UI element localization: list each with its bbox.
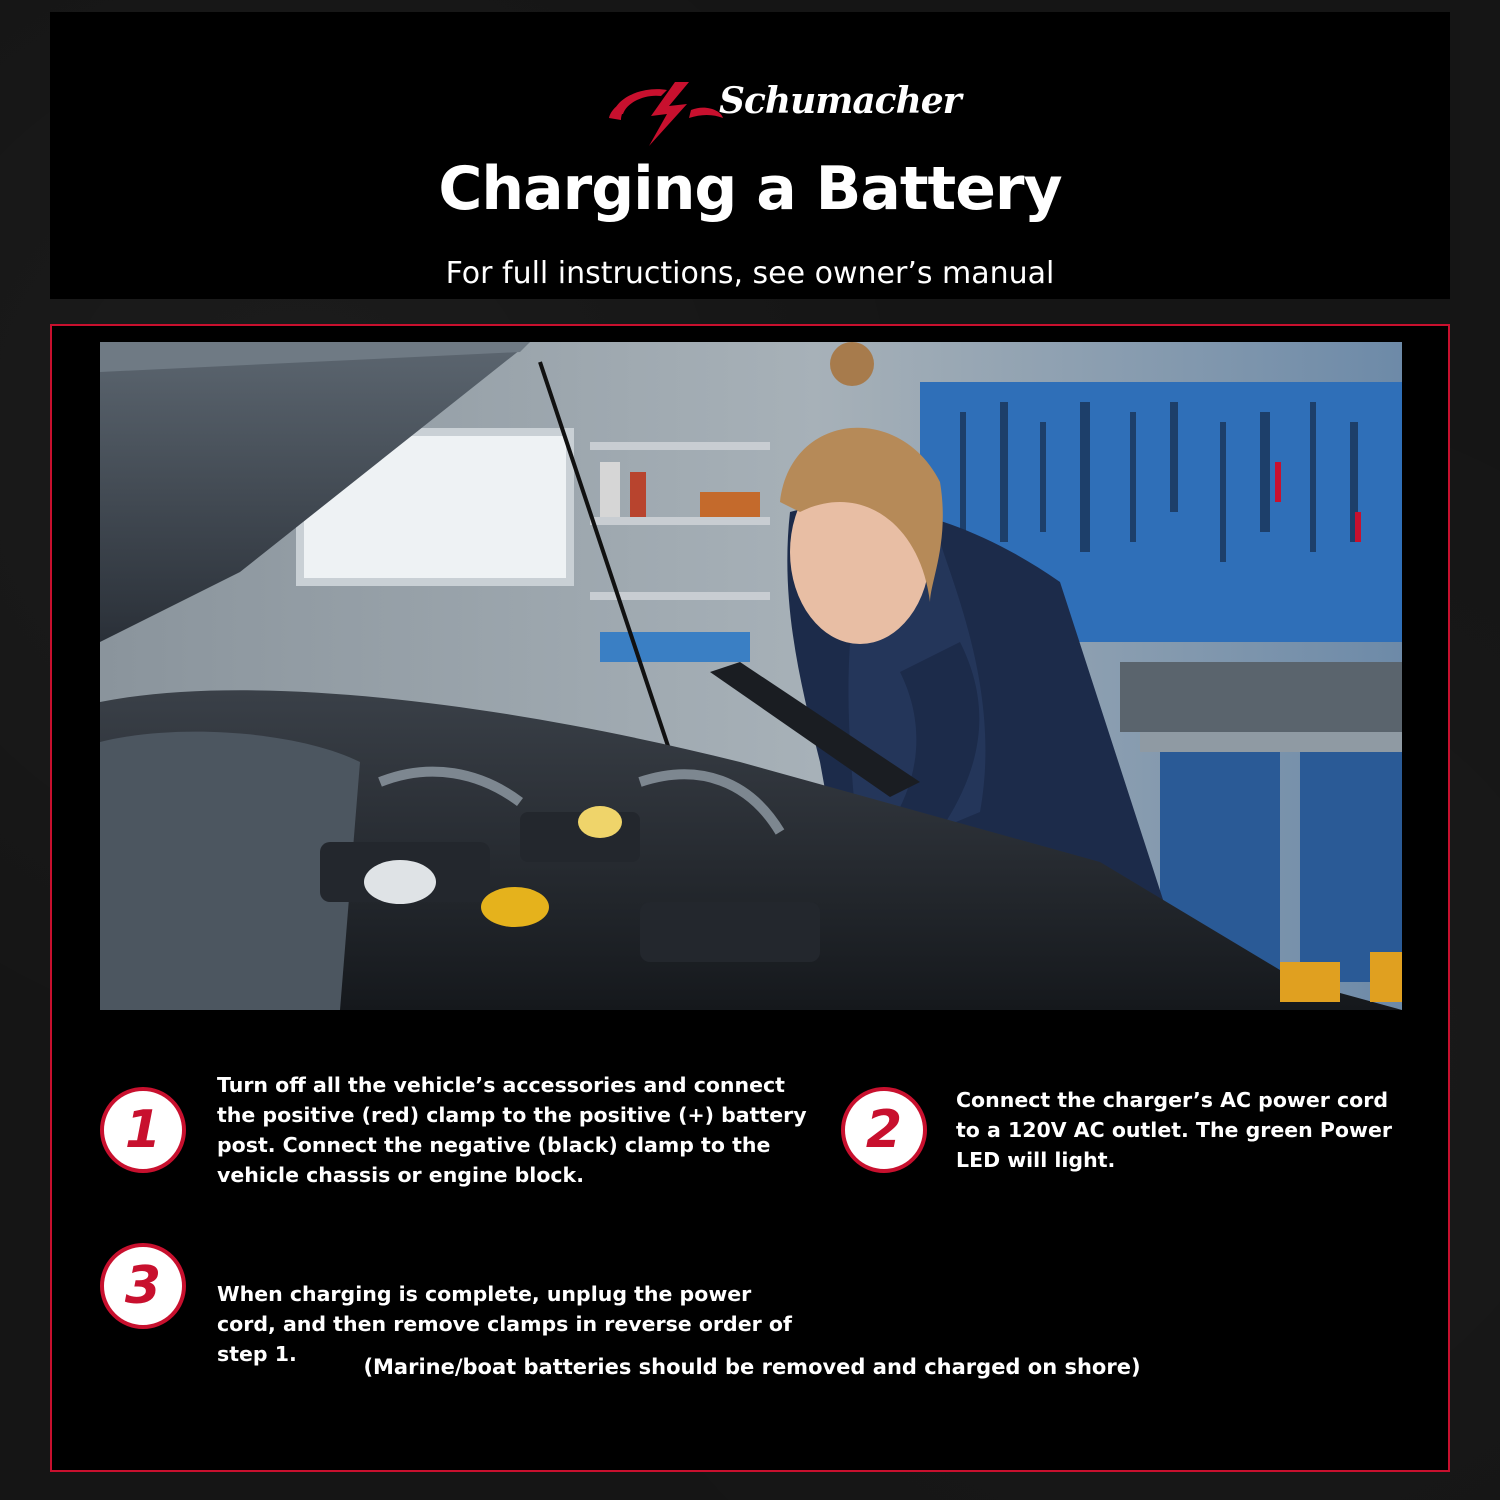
schumacher-logo [605, 74, 985, 150]
mechanic-photo-illustration [100, 342, 1402, 1010]
brand-name: Schumacher [719, 80, 961, 122]
step-3-number: 3 [124, 1256, 162, 1316]
step-3-badge [100, 1243, 186, 1329]
mechanic-photo [100, 342, 1402, 1010]
step-2-number: 2 [865, 1100, 903, 1160]
marine-battery-note: (Marine/boat batteries should be removed and charged on shore) [363, 1355, 1141, 1379]
lightning-swoosh-icon [605, 74, 725, 150]
page-subtitle: For full instructions, see owner’s manual [445, 256, 1055, 291]
instructions-panel [50, 324, 1450, 1472]
page-title: Charging a Battery [438, 154, 1062, 224]
step-1-text: Turn off all the vehicle’s accessories and connect the positive (red) clamp to the positive (+) battery post. Connect the negative (black) clamp to the vehicle chassis or engine block. [217, 1073, 807, 1187]
step-1-badge [100, 1087, 186, 1173]
header-banner [50, 12, 1450, 299]
step-2-badge [841, 1087, 927, 1173]
step-1-number: 1 [124, 1100, 162, 1160]
step-2-text: Connect the charger’s AC power cord to a 120V AC outlet. The green Power LED will light. [956, 1088, 1392, 1172]
step-3-text: When charging is complete, unplug the power cord, and then remove clamps in reverse order of step 1. [217, 1282, 792, 1366]
